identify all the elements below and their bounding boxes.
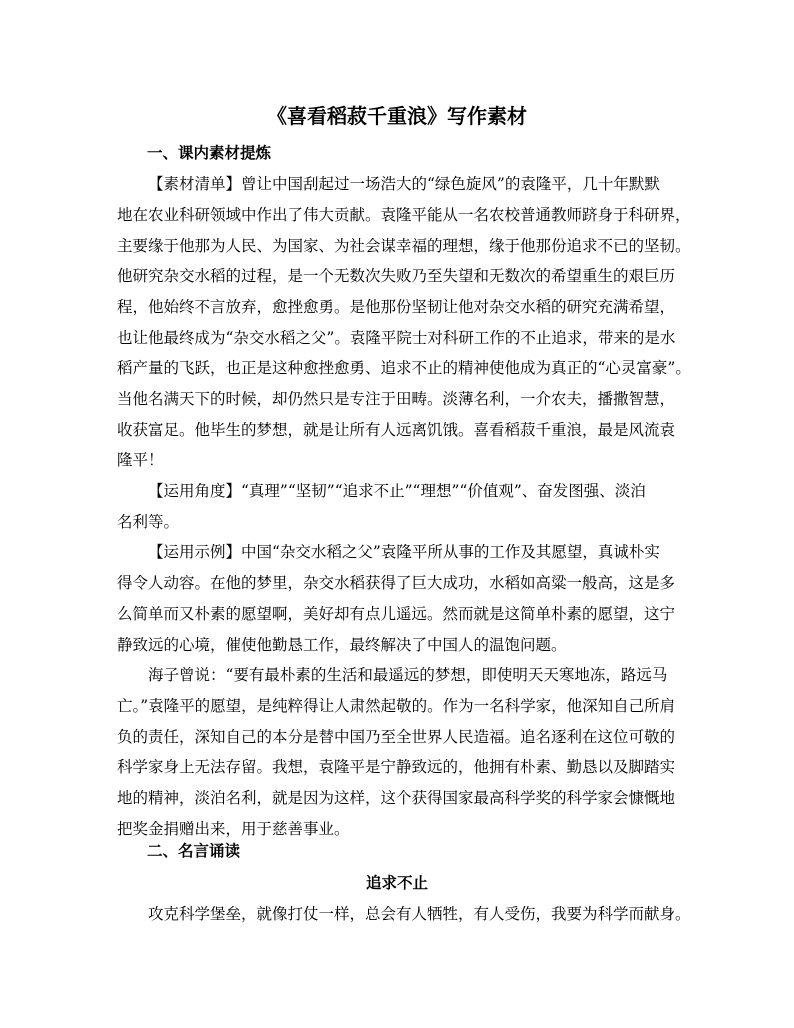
paragraph-line: 【素材清单】曾让中国刮起过一场浩大的“绿色旋风”的袁隆平，几十年默默 <box>148 175 660 193</box>
paragraph-line: 也让他最终成为“杂交水稻之父”。袁隆平院士对科研工作的不止追求，带来的是水 <box>117 329 676 347</box>
paragraph-line: 地在农业科研领域中作出了伟大贡献。袁隆平能从一名农校普通教师跻身于科研界， <box>117 206 691 224</box>
paragraph-line: 收获富足。他毕生的梦想，就是让所有人远离饥饿。喜看稻菽千重浪，最是风流袁 <box>117 421 676 439</box>
paragraph-line: 亡。”袁隆平的愿望，是纯粹得让人肃然起敬的。作为一名科学家，他深知自己所肩 <box>117 697 676 715</box>
paragraph-line: 名利等。 <box>117 513 180 531</box>
paragraph-line: 地的精神，淡泊名利，就是因为这样，这个获得国家最高科学奖的科学家会慷慨地 <box>117 789 676 807</box>
paragraph-line: 程，他始终不言放弃，愈挫愈勇。是他那份坚韧让他对杂交水稻的研究充满希望， <box>117 298 676 316</box>
paragraph-line: 得令人动容。在他的梦里，杂交水稻获得了巨大成功，水稻如高粱一般高，这是多 <box>117 574 676 592</box>
paragraph-line: 把奖金捐赠出来，用于慈善事业。 <box>117 820 350 838</box>
section-heading-1: 一、课内素材提炼 <box>147 144 272 162</box>
paragraph-line: 当他名满天下的时候，却仍然只是专注于田畴。淡薄名利，一介农夫，播撒智慧， <box>117 390 676 408</box>
paragraph-line: 海子曾说：“要有最朴素的生活和最遥远的梦想，即使明天天寒地冻，路远马 <box>148 666 668 684</box>
paragraph-line: 科学家身上无法存留。我想，袁隆平是宁静致远的，他拥有朴素、勤恳以及脚踏实 <box>117 758 676 776</box>
quote-title: 追求不止 <box>365 874 428 892</box>
paragraph-line: 隆平！ <box>117 451 164 469</box>
paragraph-line: 静致远的心境，催使他勤恳工作，最终解决了中国人的温饱问题。 <box>117 636 567 654</box>
paragraph-line: 负的责任，深知自己的本分是替中国乃至全世界人民造福。追名逐利在这位可敬的 <box>117 728 676 746</box>
document-title: 《喜看稻菽千重浪》写作素材 <box>267 104 527 128</box>
section-heading-2: 二、名言诵读 <box>147 842 241 860</box>
paragraph-line: 么简单而又朴素的愿望啊，美好却有点儿遥远。然而就是这简单朴素的愿望，这宁 <box>117 605 676 623</box>
paragraph-line: 【运用角度】“真理”“坚韧”“追求不止”“理想”“价值观”、奋发图强、淡泊 <box>148 482 646 500</box>
quote-line: 攻克科学堡垒，就像打仗一样，总会有人牺牲，有人受伤，我要为科学而献身。 <box>148 905 691 923</box>
paragraph-line: 他研究杂交水稻的过程，是一个无数次失败乃至失望和无数次的希望重生的艰巨历 <box>117 267 676 285</box>
paragraph-line: 主要缘于他那为人民、为国家、为社会谋幸福的理想，缘于他那份追求不已的坚韧。 <box>117 237 691 255</box>
paragraph-line: 稻产量的飞跃，也正是这种愈挫愈勇、追求不止的精神使他成为真正的“心灵富豪”。 <box>117 359 691 377</box>
paragraph-line: 【运用示例】中国“杂交水稻之父”袁隆平所从事的工作及其愿望，真诚朴实 <box>148 543 660 561</box>
